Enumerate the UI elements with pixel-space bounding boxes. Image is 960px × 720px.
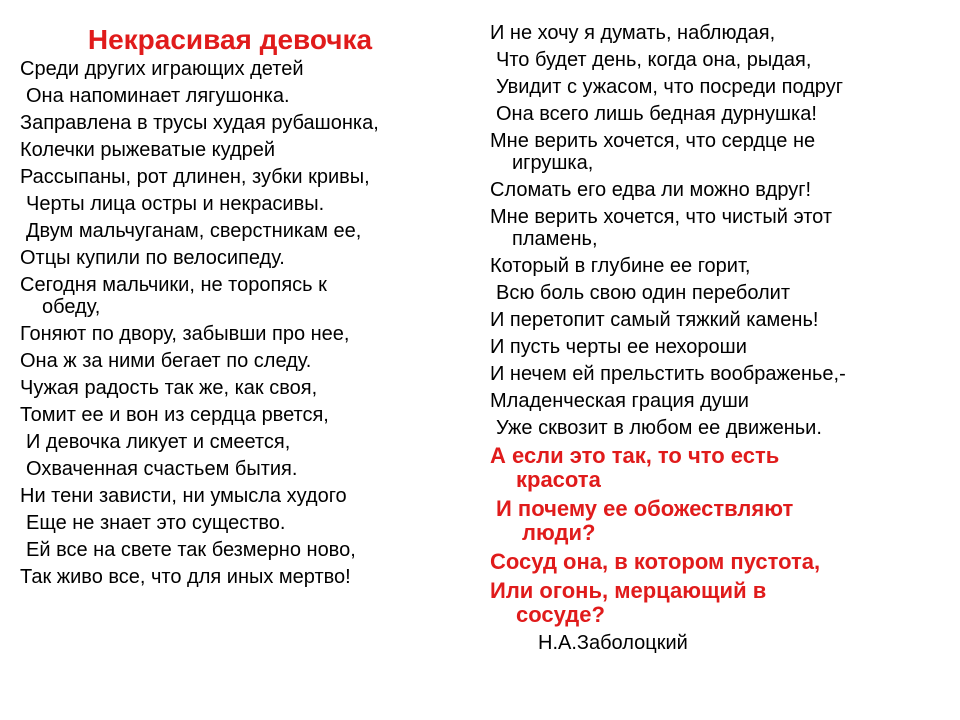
poem-line: И девочка ликует и смеется, — [26, 431, 291, 453]
poem-line: Уже сквозит в любом ее движеньи. — [496, 417, 822, 439]
poem-line: Который в глубине ее горит, — [490, 255, 751, 277]
poem-line: И не хочу я думать, наблюдая, — [490, 22, 776, 44]
poem-line: И пусть черты ее нехороши — [490, 336, 747, 358]
author-signature: Н.А.Заболоцкий — [538, 632, 688, 654]
highlighted-line-text: А если это так, то что есть — [490, 443, 780, 468]
poem-line: Ни тени зависти, ни умысла худого — [20, 485, 347, 507]
highlighted-line: Сосуд она, в котором пустота, — [490, 549, 821, 574]
poem-line: Рассыпаны, рот длинен, зубки кривы, — [20, 166, 370, 188]
highlighted-line — [490, 444, 930, 492]
poem-line: Сломать его едва ли можно вдруг! — [490, 179, 812, 201]
poem-line: Среди других играющих детей — [20, 58, 304, 80]
highlighted-line-continuation: красота — [516, 467, 601, 492]
highlighted-line-continuation: люди? — [522, 520, 596, 545]
poem-line: И перетопит самый тяжкий камень! — [490, 309, 819, 331]
poem-line: Чужая радость так же, как своя, — [20, 377, 318, 399]
poem-line: И нечем ей прельстить воображенье,- — [490, 363, 846, 385]
poem-line: Охваченная счастьем бытия. — [26, 458, 298, 480]
poem-line: Томит ее и вон из сердца рвется, — [20, 404, 329, 426]
poem-line: Заправлена в трусы худая рубашонка, — [20, 112, 379, 134]
poem-right-column — [490, 22, 930, 654]
poem-line: Ей все на свете так безмерно ново, — [26, 539, 356, 561]
poem-line-continuation: игрушка, — [512, 152, 594, 174]
poem-line: Отцы купили по велосипеду. — [20, 247, 285, 269]
poem-line: Всю боль свою один переболит — [496, 282, 791, 304]
poem-line — [490, 130, 930, 174]
poem-line: Колечки рыжеватые кудрей — [20, 139, 276, 161]
poem-line: Так живо все, что для иных мертво! — [20, 566, 351, 588]
poem-title: Некрасивая девочка — [87, 24, 373, 55]
poem-left-column — [20, 22, 460, 593]
highlighted-line-text: Или огонь, мерцающий в — [490, 578, 767, 603]
poem-line: Она напоминает лягушонка. — [26, 85, 290, 107]
highlighted-line-continuation: сосуде? — [516, 602, 605, 627]
highlighted-line — [490, 579, 930, 627]
poem-line: Она ж за ними бегает по следу. — [20, 350, 312, 372]
poem-line: Она всего лишь бедная дурнушка! — [496, 103, 817, 125]
poem-line: Что будет день, когда она, рыдая, — [496, 49, 812, 71]
poem-line-continuation: пламень, — [512, 228, 598, 250]
poem-line: Еще не знает это существо. — [26, 512, 286, 534]
poem-line: Двум мальчуганам, сверстникам ее, — [26, 220, 362, 242]
highlighted-line — [490, 497, 930, 545]
poem-line: Младенческая грация души — [490, 390, 749, 412]
poem-line-text: Мне верить хочется, что сердце не — [490, 130, 816, 152]
poem-line-text: Сегодня мальчики, не торопясь к — [20, 274, 327, 296]
poem-line-text: Мне верить хочется, что чистый этот — [490, 206, 832, 228]
poem-line-continuation: обеду, — [42, 296, 101, 318]
poem-line — [490, 206, 930, 250]
poem-line: Гоняют по двору, забывши про нее, — [20, 323, 350, 345]
poem-line — [20, 274, 460, 318]
poem-line: Увидит с ужасом, что посреди подруг — [496, 76, 844, 98]
highlighted-line-text: И почему ее обожествляют — [496, 496, 794, 521]
poem-line: Черты лица остры и некрасивы. — [26, 193, 325, 215]
